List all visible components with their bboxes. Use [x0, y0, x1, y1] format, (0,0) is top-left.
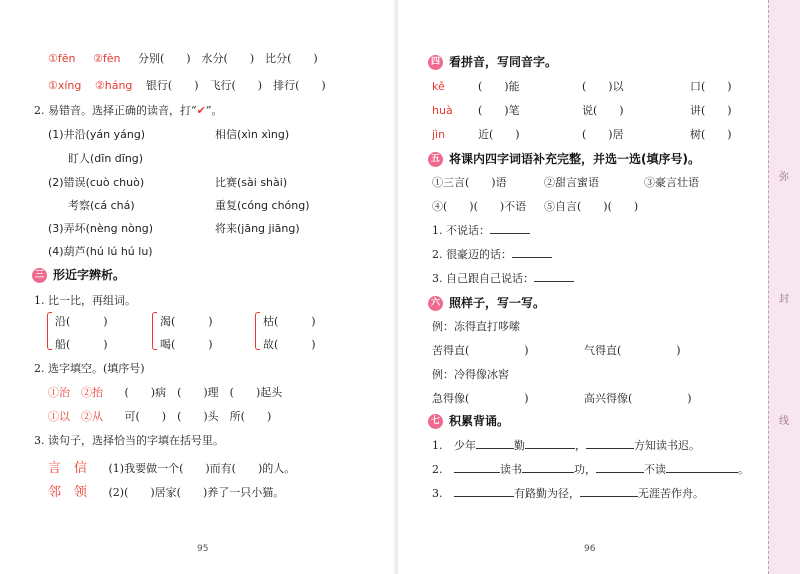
pinyin: jìn [432, 128, 446, 141]
q2-item: 考察(cá chá) [68, 199, 135, 212]
homophone-row [432, 126, 732, 142]
answer-blank[interactable] [512, 246, 552, 258]
recite-text: 方知读书迟。 [634, 439, 700, 452]
answer-blank[interactable] [476, 437, 514, 449]
question-text: 1. 不说话： [432, 224, 490, 237]
section-title: 积累背诵。 [449, 414, 510, 428]
line-number: 3. [432, 487, 443, 500]
recite-text: 读书 [500, 463, 522, 476]
compare-item: 渴( ) [160, 315, 213, 328]
sentence: (1)我要做一个( )而有( )的人。 [108, 462, 296, 475]
idiom-option: ④( )( )不语 [432, 200, 527, 213]
pinyin: huà [432, 104, 453, 117]
idiom-options [432, 174, 699, 190]
brace-icon [47, 312, 52, 350]
idiom-option: ②甜言蜜语 [544, 176, 599, 189]
answer-blank[interactable] [522, 461, 574, 473]
recite-line [432, 461, 749, 477]
q2-item: 比赛(sài shài) [215, 176, 288, 189]
section-3-heading [32, 266, 125, 283]
recite-text: 不读 [644, 463, 666, 476]
margin-char: 封 [779, 294, 789, 305]
page-number: 95 [197, 544, 209, 554]
question-text: 2. 选字填空。(填序号) [34, 362, 145, 375]
answer-blank[interactable] [454, 485, 514, 497]
pinyin-option: ②háng [94, 79, 133, 92]
section-title: 照样子，写一写。 [449, 296, 546, 310]
check-icon: ✔ [196, 104, 206, 117]
pinyin-option: ①fēn [48, 52, 76, 65]
recite-text: 勤 [514, 439, 525, 452]
blank: 树( ) [690, 128, 732, 141]
line-number: 2. [432, 463, 443, 476]
compare-item: 沿( ) [55, 315, 108, 328]
section-title: 看拼音，写同音字。 [449, 55, 558, 69]
compare-item: 枯( ) [263, 315, 316, 328]
q2-item: 将来(jāng jiāng) [215, 222, 300, 235]
margin-char: 线 [779, 416, 789, 427]
q2-item: (1)井沿(yán yáng) [48, 128, 146, 141]
example-text: 例：冻得直打哆嗦 [432, 320, 520, 333]
question-text: 3. 读句子，选择恰当的字填在括号里。 [34, 434, 224, 447]
blank: 近( ) [478, 128, 520, 141]
idiom-option: ⑤自言( )( ) [544, 200, 639, 213]
recite-line [432, 437, 700, 453]
idiom-question [432, 270, 574, 286]
idiom-question [432, 246, 552, 262]
answer-blank[interactable] [586, 437, 634, 449]
brace-icon [255, 312, 260, 350]
section-5-heading [428, 150, 700, 167]
idiom-option: ①三言( )语 [432, 176, 507, 189]
section-badge: 五 [428, 152, 443, 167]
answer-blank[interactable] [454, 461, 500, 473]
pinyin-option: ①xíng [48, 79, 82, 92]
q2-item: 相信(xìn xìng) [215, 128, 290, 141]
answer-blank[interactable] [580, 485, 638, 497]
blank: ( )能 [478, 80, 520, 93]
q2-title-end: ”。 [205, 104, 223, 117]
imitate-blank: 高兴得像( ) [584, 392, 692, 405]
example-text: 例：冷得像冰窖 [432, 368, 509, 381]
section-title: 形近字辨析。 [53, 268, 126, 282]
question-text: 2. 很豪迈的话： [432, 248, 512, 261]
imitate-row [432, 390, 692, 406]
recite-text: 少年 [454, 439, 476, 452]
recite-text: 功， [574, 463, 596, 476]
margin-char: 弥 [779, 172, 789, 183]
answer-blank[interactable] [666, 461, 738, 473]
compare-item: 故( ) [263, 338, 316, 351]
blank: 口( ) [690, 80, 732, 93]
q2-title [34, 102, 222, 118]
recite-text: 无涯苦作舟。 [638, 487, 704, 500]
seal-margin [768, 0, 800, 574]
section-badge: 六 [428, 296, 443, 311]
blank: 讲( ) [690, 104, 732, 117]
question-text: 3. 自己跟自己说话： [432, 272, 534, 285]
q2-item: (2)错误(cuò chuò) [48, 176, 145, 189]
blank: ( )居 [582, 128, 624, 141]
imitate-row [432, 342, 681, 358]
right-page [398, 0, 770, 574]
choose-row [48, 457, 295, 476]
answer-blank[interactable] [534, 270, 574, 282]
fill-blanks: 可( ) ( )头 所( ) [124, 410, 272, 423]
q2-item: 盯人(dīn dīng) [68, 152, 144, 165]
char-options: 邻 领 [48, 485, 88, 500]
q2-title-text: 2. 易错音。选择正确的读音，打“ [34, 104, 197, 117]
choose-row [48, 481, 284, 500]
answer-blank[interactable] [525, 437, 575, 449]
fill-row [48, 384, 282, 400]
section-6-heading [428, 294, 545, 311]
char-options: ①以 ②从 [48, 410, 103, 423]
blank: ( )笔 [478, 104, 520, 117]
imitate-blank: 急得像( ) [432, 392, 529, 405]
section-badge: 四 [428, 55, 443, 70]
line-number: 1. [432, 439, 443, 452]
idiom-options [432, 198, 638, 214]
recite-text: ， [575, 439, 586, 452]
left-page [0, 0, 396, 574]
q2-item: (4)葫芦(hú lú hú lu) [48, 245, 153, 258]
sentence: (2)( )居家( )养了一只小猫。 [108, 486, 285, 499]
section-title: 将课内四字词语补充完整，并选一选(填序号)。 [449, 152, 700, 166]
q1-row-2 [48, 77, 326, 93]
idiom-question [432, 222, 530, 238]
blank: ( )以 [582, 80, 624, 93]
answer-blank[interactable] [596, 461, 644, 473]
homophone-row [432, 78, 732, 94]
brace-icon [152, 312, 157, 350]
section-7-heading [428, 412, 509, 429]
idiom-option: ③豪言壮语 [644, 176, 699, 189]
question-text: 1. 比一比，再组词。 [34, 294, 136, 307]
recite-line [432, 485, 704, 501]
pinyin-option: ②fèn [92, 52, 121, 65]
fill-blanks: ( )病 ( )理 ( )起头 [124, 386, 283, 399]
compare-item: 喝( ) [160, 338, 213, 351]
q1-row-1 [48, 50, 318, 66]
imitate-blank: 气得直( ) [584, 344, 681, 357]
word-blanks: 分别( ) 水分( ) 比分( ) [137, 52, 318, 65]
word-blanks: 银行( ) 飞行( ) 排行( ) [145, 79, 326, 92]
recite-text: 。 [738, 463, 749, 476]
imitate-blank: 苦得直( ) [432, 344, 529, 357]
blank: 说( ) [582, 104, 624, 117]
section-badge: 三 [32, 268, 47, 283]
char-options: 言 信 [48, 461, 88, 476]
fill-row [48, 408, 271, 424]
pinyin: kě [432, 80, 445, 93]
compare-item: 船( ) [55, 338, 108, 351]
page-number: 96 [584, 544, 596, 554]
homophone-row [432, 102, 732, 118]
section-4-heading [428, 53, 557, 70]
char-options: ①治 ②抬 [48, 386, 103, 399]
recite-text: 有路勤为径， [514, 487, 580, 500]
q2-item: (3)弄坏(nèng nòng) [48, 222, 154, 235]
answer-blank[interactable] [490, 222, 530, 234]
q2-item: 重复(cóng chóng) [215, 199, 310, 212]
section-badge: 七 [428, 414, 443, 429]
